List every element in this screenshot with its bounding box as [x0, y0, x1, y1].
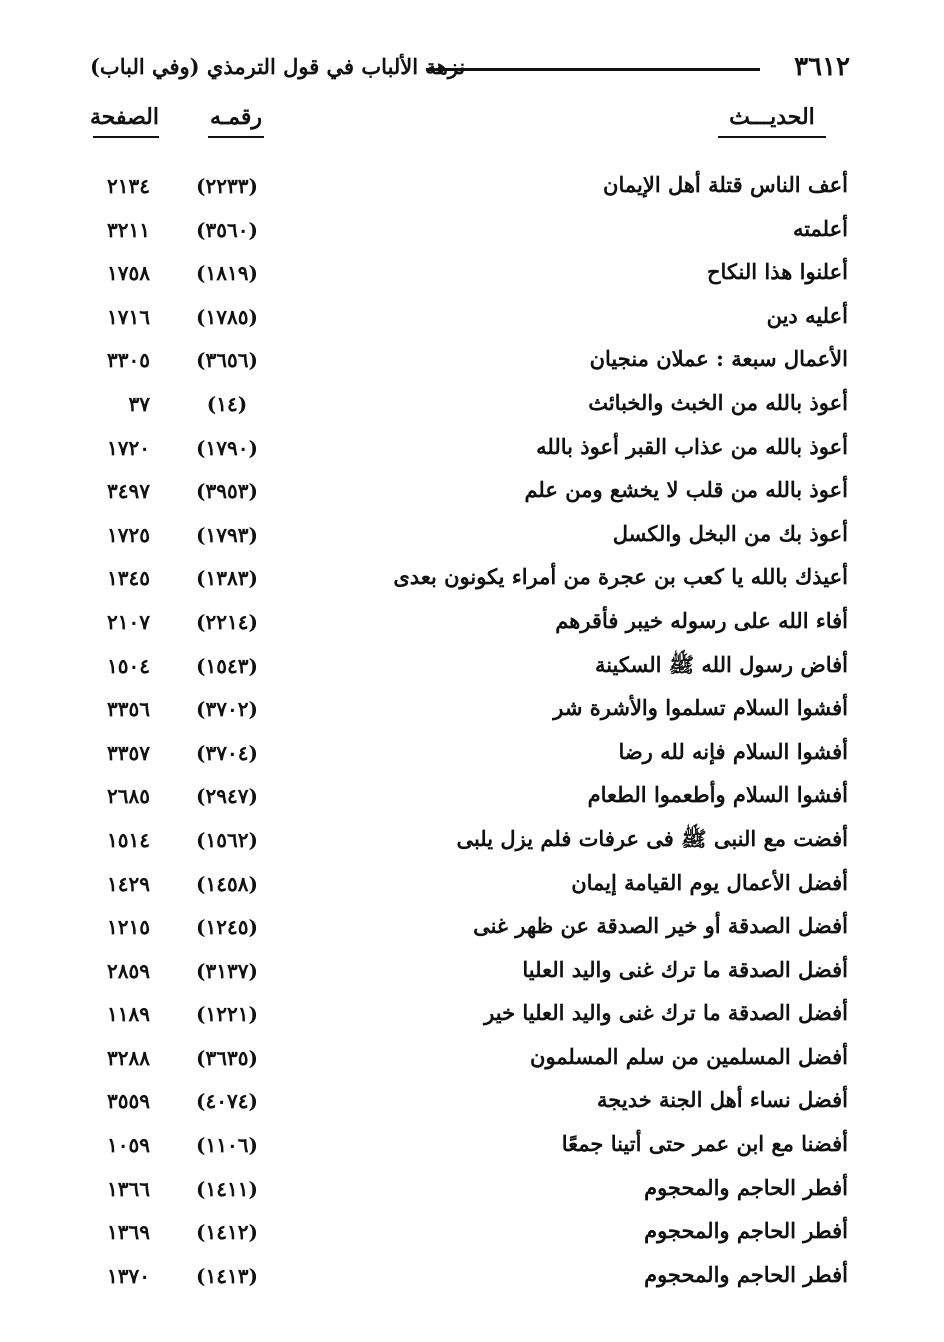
hadith-text: أفضل المسلمين من سلم المسلمون: [530, 1043, 848, 1069]
hadith-text: أعوذ بالله من عذاب القبر أعوذ بالله: [536, 433, 848, 459]
page-reference: ٢٦٨٥: [107, 784, 150, 809]
index-entry: [0, 907, 944, 951]
hadith-number: (١٣٨٣): [196, 566, 258, 591]
index-entry: [0, 1212, 944, 1256]
hadith-text: أعوذ بك من البخل والكسل: [612, 520, 848, 546]
hadith-text: أفطر الحاجم والمحجوم: [644, 1218, 848, 1244]
page-reference: ٣٢١١: [107, 217, 150, 242]
page-reference: ٣٤٩٧: [107, 479, 150, 504]
page-reference: ٣٣٥٧: [107, 740, 150, 765]
hadith-number: (١٨١٩): [196, 261, 258, 286]
page-reference: ١١٨٩: [107, 1002, 150, 1027]
index-entry: [0, 210, 944, 254]
page-reference: ٢١٣٤: [107, 174, 150, 198]
index-entry: [0, 297, 944, 341]
index-entry: [0, 515, 944, 559]
hadith-text: الأعمال سبعة : عملان منجيان: [589, 346, 848, 372]
hadith-number: (٢٩٤٧): [196, 784, 258, 809]
index-entry: [0, 864, 944, 908]
hadith-text: أفشوا السلام وأطعموا الطعام: [587, 782, 848, 808]
book-title: نزهة الألباب في قول الترمذي (وفي الباب): [90, 54, 466, 79]
hadith-number: (١٧٩٣): [196, 522, 258, 547]
column-heading-number-label: رقمـه: [209, 104, 263, 130]
index-entry: [0, 646, 944, 690]
column-heading-hadith-label: الحديـــث: [729, 104, 815, 130]
hadith-text: أفطر الحاجم والمحجوم: [644, 1261, 848, 1287]
hadith-number: (٣٩٥٣): [196, 479, 258, 504]
hadith-number: (٤٠٧٤): [196, 1089, 258, 1114]
page-reference: ٣٣٠٥: [107, 348, 150, 373]
index-entry: [0, 471, 944, 515]
page-reference: ٢٨٥٩: [107, 958, 150, 983]
column-heading-hadith-underline: [718, 136, 826, 138]
column-heading-page: [89, 104, 159, 138]
index-entry: [0, 602, 944, 646]
page-reference: ١٥٠٤: [107, 653, 150, 678]
index-entry: [0, 689, 944, 733]
hadith-number: (١٥٦٢): [196, 827, 258, 852]
hadith-text: أفضل الصدقة أو خير الصدقة عن ظهر غنى: [473, 913, 848, 939]
page-reference: ١٣٦٩: [107, 1220, 150, 1245]
index-entry: [0, 384, 944, 428]
hadith-text: أعوذ بالله من قلب لا يخشع ومن علم: [524, 477, 848, 503]
running-header: [90, 52, 850, 86]
hadith-text: أفضنا مع ابن عمر حتى أتينا جمعًا: [561, 1131, 848, 1157]
hadith-number: (١٤٥٨): [196, 871, 258, 896]
hadith-number: (١٧٩٠): [196, 435, 258, 460]
hadith-number: (١٧٨٥): [196, 304, 258, 329]
hadith-text: أعليه دين: [766, 302, 848, 328]
hadith-number: (٢٢١٤): [196, 609, 258, 634]
hadith-number: (١٢٢١): [196, 1002, 258, 1027]
column-heading-page-label: الصفحة: [89, 104, 159, 130]
index-entries: [0, 166, 944, 1299]
hadith-number: (١٤١٢): [196, 1220, 258, 1245]
index-entry: [0, 994, 944, 1038]
page-reference: ١٧٢٥: [107, 522, 150, 547]
page-reference: ١٣٧٠: [107, 1263, 150, 1288]
page-reference: ١٤٢٩: [107, 871, 150, 896]
hadith-number: (٣٦٥٦): [196, 348, 258, 373]
hadith-number: (١٤١١): [196, 1176, 258, 1201]
hadith-text: أفضل الصدقة ما ترك غنى واليد العليا خير: [484, 1000, 848, 1026]
page-reference: ٣٥٥٩: [107, 1089, 150, 1114]
index-entry: [0, 1038, 944, 1082]
hadith-number: (٣٧٠٢): [196, 697, 258, 722]
page-reference: ٣٢٨٨: [107, 1045, 150, 1070]
hadith-text: أعلمته: [792, 215, 848, 241]
hadith-number: (١٥٤٣): [196, 653, 258, 678]
hadith-text: أفضل نساء أهل الجنة خديجة: [597, 1087, 848, 1113]
hadith-text: أفشوا السلام تسلموا والأشرة شر: [553, 695, 848, 721]
index-entry: [0, 1256, 944, 1300]
column-heading-page-underline: [93, 136, 159, 138]
index-entry: [0, 733, 944, 777]
hadith-text: أعيذك بالله يا كعب بن عجرة من أمراء يكونون بعدى: [393, 564, 848, 590]
index-entry: [0, 428, 944, 472]
index-entry: [0, 820, 944, 864]
hadith-number: (١٤): [206, 391, 248, 416]
hadith-text: أفاء الله على رسوله خيبر فأقرهم: [555, 607, 848, 633]
page-reference: ١٧٥٨: [107, 261, 150, 286]
hadith-text: أعف الناس قتلة أهل الإيمان: [603, 172, 848, 197]
hadith-text: أعوذ بالله من الخبث والخبائث: [588, 389, 848, 415]
header-rule: [426, 68, 760, 71]
hadith-number: (٣٦٣٥): [196, 1045, 258, 1070]
hadith-text: أعلنوا هذا النكاح: [706, 259, 848, 285]
index-entry: [0, 951, 944, 995]
page-reference: ١٠٥٩: [107, 1133, 150, 1158]
page-number: ٣٦١٢: [794, 52, 850, 82]
page-reference: ١٧١٦: [107, 304, 150, 329]
hadith-number: (٣٧٠٤): [196, 740, 258, 765]
hadith-number: (٣٥٦٠): [196, 217, 258, 242]
index-entry: [0, 1169, 944, 1213]
page-reference: ١٣٦٦: [107, 1176, 150, 1201]
page-reference: ٣٣٥٦: [107, 697, 150, 722]
index-entry: [0, 340, 944, 384]
hadith-number: (٣١٣٧): [196, 958, 258, 983]
hadith-text: أفضت مع النبى ﷺ فى عرفات فلم يزل يلبى: [456, 825, 848, 851]
page-reference: ١٢١٥: [107, 915, 150, 940]
hadith-text: أفاض رسول الله ﷺ السكينة: [594, 651, 848, 677]
page-reference: ١٥١٤: [107, 827, 150, 852]
index-entry: [0, 166, 944, 210]
page-reference: ١٧٢٠: [107, 435, 150, 460]
index-entry: [0, 776, 944, 820]
hadith-number: (١٢٤٥): [196, 915, 258, 940]
hadith-number: (١٤١٣): [196, 1263, 258, 1288]
hadith-number: (١١٠٦): [196, 1133, 258, 1158]
hadith-number: (٢٢٣٣): [196, 174, 258, 198]
index-entry: [0, 558, 944, 602]
page-reference: ١٣٤٥: [107, 566, 150, 591]
hadith-text: أفطر الحاجم والمحجوم: [644, 1174, 848, 1200]
index-entry: [0, 1125, 944, 1169]
column-heading-hadith: [718, 104, 826, 138]
hadith-text: أفضل الأعمال يوم القيامة إيمان: [571, 869, 848, 895]
page-reference: ٣٧: [128, 391, 150, 416]
hadith-text: أفشوا السلام فإنه لله رضا: [618, 738, 848, 764]
page-reference: ٢١٠٧: [107, 609, 150, 634]
index-entry: [0, 1081, 944, 1125]
column-heading-number-underline: [208, 136, 264, 138]
column-heading-number: [208, 104, 264, 138]
index-entry: [0, 253, 944, 297]
hadith-text: أفضل الصدقة ما ترك غنى واليد العليا: [522, 956, 848, 982]
